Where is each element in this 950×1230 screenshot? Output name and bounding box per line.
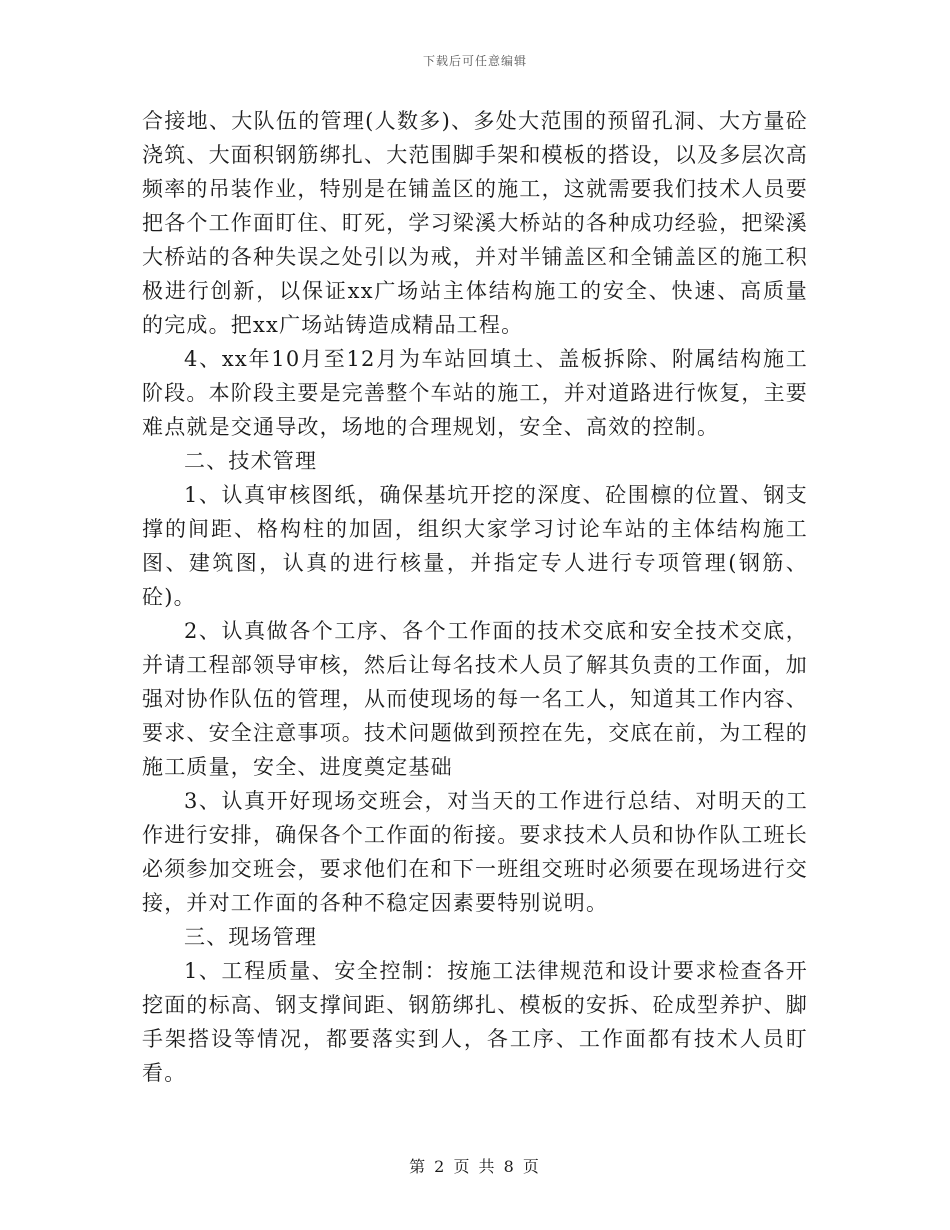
- paragraph-continuation: 合接地、大队伍的管理(人数多)、多处大范围的预留孔洞、大方量砼浇筑、大面积钢筋绑扎、大范围脚手架和模板的搭设，以及多层次高频率的吊装作业，特别是在铺盖区的施工，这就需要我们技术人员要把各个工作面盯住、盯死，学习梁溪大桥站的各种成功经验，把梁溪大桥站的各种失误之处引以为戒，并对半铺盖区和全铺盖区的施工积极进行创新，以保证xx广场站主体结构施工的安全、快速、高质量的完成。把xx广场站铸造成精品工程。: [142, 109, 808, 337]
- section-heading-technical-management: 二、技术管理: [184, 449, 318, 473]
- document-body: [142, 104, 808, 1090]
- paragraph-site-1: 1、工程质量、安全控制：按施工法律规范和设计要求检查各开挖面的标高、钢支撑间距、钢筋绑扎、模板的安拆、砼成型养护、脚手架搭设等情况，都要落实到人，各工序、工作面都有技术人员盯看。: [142, 959, 808, 1085]
- paragraph-technical-3: 3、认真开好现场交班会，对当天的工作进行总结、对明天的工作进行安排，确保各个工作面的衔接。要求技术人员和协作队工班长必须参加交班会，要求他们在和下一班组交班时必须要在现场进行交接，并对工作面的各种不稳定因素要特别说明。: [142, 789, 808, 915]
- page-header-note: 下载后可任意编辑: [422, 54, 527, 68]
- section-heading-site-management: 三、现场管理: [184, 925, 318, 949]
- paragraph-technical-1: 1、认真审核图纸，确保基坑开挖的深度、砼围檩的位置、钢支撑的间距、格构柱的加固，组织大家学习讨论车站的主体结构施工图、建筑图，认真的进行核量，并指定专人进行专项管理(钢筋、砼)。: [142, 483, 808, 609]
- paragraph-phase-4: 4、xx年10月至12月为车站回填土、盖板拆除、附属结构施工阶段。本阶段主要是完善整个车站的施工，并对道路进行恢复，主要难点就是交通导改，场地的合理规划，安全、高效的控制。: [142, 347, 808, 439]
- paragraph-technical-2: 2、认真做各个工序、各个工作面的技术交底和安全技术交底，并请工程部领导审核，然后让每名技术人员了解其负责的工作面，加强对协作队伍的管理，从而使现场的每一名工人，知道其工作内容、要求、安全注意事项。技术问题做到预控在先，交底在前，为工程的施工质量，安全、进度奠定基础: [142, 619, 808, 779]
- page-number: 第 2 页 共 8 页: [409, 1157, 541, 1176]
